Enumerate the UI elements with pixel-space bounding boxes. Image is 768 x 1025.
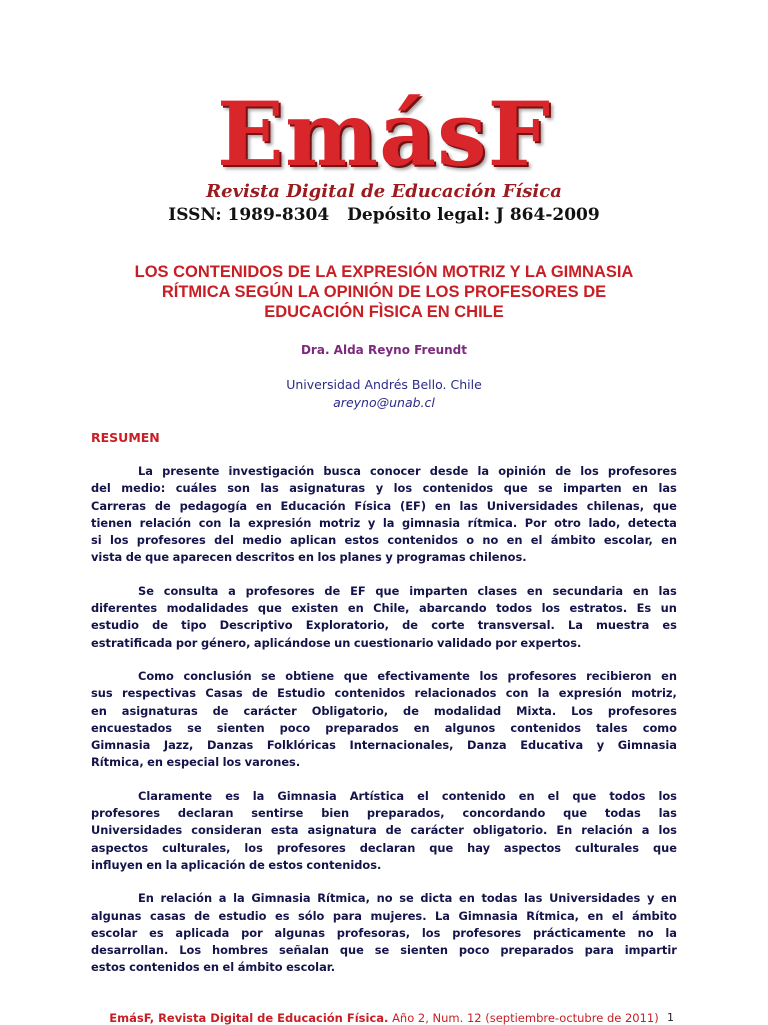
- page-number: 1: [667, 1011, 674, 1024]
- deposito-legal: Depósito legal: J 864-2009: [347, 205, 600, 225]
- page-footer: [0, 1011, 768, 1025]
- abstract-line: Gimnasia Jazz, Danzas Folklóricas Internacionales, Danza Educativa y Gimnasia: [91, 738, 677, 753]
- abstract-line: tienen relación con la expresión motriz y la gimnasia rítmica. Por otro lado, detecta: [91, 515, 677, 530]
- abstract-line: influyen en la aplicación de estos contenidos.: [91, 857, 382, 872]
- abstract-paragraph: [91, 890, 677, 976]
- abstract-line: Carreras de pedagogía en Educación Física (EF) en las Universidades chilenas, que: [91, 498, 677, 513]
- abstract-line: escolar es aplicada por algunas profesoras, los profesores prácticamente no la: [91, 925, 677, 940]
- title-line: EDUCACIÓN FÌSICA EN CHILE: [264, 303, 504, 321]
- abstract-line: Se consulta a profesores de EF que imparten clases en secundaria en las: [138, 583, 677, 598]
- abstract-line: encuestados se sienten poco preparados en algunos contenidos tales como: [91, 720, 677, 735]
- abstract-line: diferentes modalidades que existen en Chile, abarcando todos los estratos. Es un: [91, 601, 677, 616]
- abstract-line: estudio de tipo Descriptivo Exploratorio, de corte transversal. La muestra es: [91, 618, 677, 633]
- abstract-line: si los profesores del medio aplican estos contenidos o no en el ámbito escolar, en: [91, 533, 677, 548]
- abstract-line: estratificada por género, aplicándose un cuestionario validado por expertos.: [91, 635, 582, 650]
- abstract-line: Universidades consideran esta asignatura de carácter obligatorio. En relación a los: [91, 823, 677, 838]
- abstract-paragraph: [91, 583, 677, 652]
- journal-logo: EmásF: [216, 82, 552, 186]
- abstract-line: desarrollan. Los hombres señalan que se sienten poco preparados para impartir: [91, 943, 677, 958]
- abstract-line: Claramente es la Gimnasia Artística el contenido en el que todos los: [138, 788, 677, 803]
- footer-issue: Año 2, Num. 12 (septiembre-octubre de 2011): [392, 1011, 659, 1025]
- abstract-paragraph: [91, 463, 677, 567]
- abstract-line: vista de que aparecen descritos en los planes y programas chilenos.: [91, 550, 527, 565]
- author-name: Dra. Alda Reyno Freundt: [300, 343, 468, 357]
- abstract-body: [91, 463, 677, 993]
- abstract-line: estos contenidos en el ámbito escolar.: [91, 960, 336, 975]
- abstract-paragraph: [91, 668, 677, 772]
- footer-journal: EmásF, Revista Digital de Educación Física.: [109, 1011, 389, 1025]
- abstract-line: aspectos culturales, los profesores declaran que hay aspectos culturales que: [91, 840, 677, 855]
- title-line: RÍTMICA SEGÚN LA OPINIÓN DE LOS PROFESORES DE: [161, 283, 607, 301]
- issn: ISSN: 1989-8304: [168, 205, 330, 225]
- abstract-line: En relación a la Gimnasia Rítmica, no se dicta en todas las Universidades y en: [138, 891, 677, 906]
- issn-line: [0, 205, 768, 225]
- resumen-heading: RESUMEN: [91, 430, 160, 445]
- abstract-line: Como conclusión se obtiene que efectivamente los profesores recibieron en: [138, 668, 677, 683]
- abstract-line: Rítmica, en especial los varones.: [91, 755, 301, 770]
- title-line: LOS CONTENIDOS DE LA EXPRESIÓN MOTRIZ Y LA GIMNASIA: [134, 263, 634, 281]
- author-email: areyno@unab.cl: [333, 395, 435, 410]
- abstract-line: profesores declaran sentirse bien preparados, concordando que todas las: [91, 806, 677, 821]
- journal-subtitle: Revista Digital de Educación Física: [206, 181, 562, 202]
- abstract-line: sus respectivas Casas de Estudio contenidos relacionados con la expresión motriz,: [91, 686, 677, 701]
- abstract-line: La presente investigación busca conocer desde la opinión de los profesores: [138, 464, 677, 478]
- abstract-line: en asignaturas de carácter Obligatorio, de modalidad Mixta. Los profesores: [91, 703, 677, 718]
- article-title: [90, 262, 678, 322]
- abstract-line: algunas casas de estudio es sólo para mujeres. La Gimnasia Rítmica, en el ámbito: [91, 908, 677, 923]
- abstract-paragraph: [91, 788, 677, 874]
- affiliation: Universidad Andrés Bello. Chile: [286, 377, 482, 392]
- abstract-line: del medio: cuáles son las asignaturas y los contenidos que se imparten en las: [91, 481, 677, 496]
- affiliation-block: [0, 376, 768, 412]
